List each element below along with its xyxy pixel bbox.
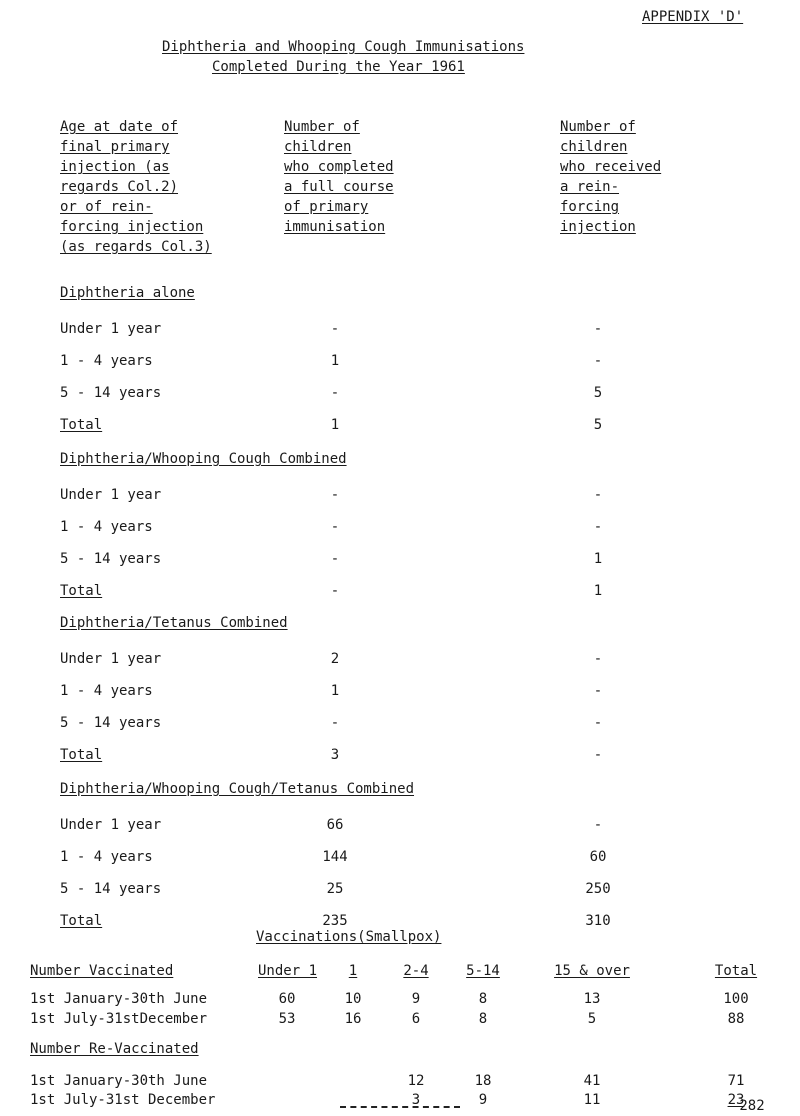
section-title: Diphtheria/Whooping Cough/Tetanus Combined [60,781,415,797]
reinforcing-value: - [593,519,603,535]
header-line: forcing injection [60,219,204,235]
cell-15-over: 41 [583,1073,601,1089]
row-label: Under 1 year [60,817,162,833]
primary-total: 1 [330,417,340,433]
row-label-total: Total [60,913,103,929]
section-title: Diphtheria/Whooping Cough Combined [60,451,347,467]
smallpox-col-under-1: Under 1 [258,963,318,979]
header-line: forcing [560,199,620,215]
primary-value: - [330,519,340,535]
header-line: who received [560,159,662,175]
reinforcing-value: 60 [589,849,607,865]
header-line: a full course [284,179,394,195]
cell-1: 16 [344,1011,362,1027]
period-label: 1st January-30th June [30,1073,208,1089]
section-title: Diphtheria alone [60,285,195,301]
period-label: 1st July-31st December [30,1092,216,1108]
cell-total: 23 [727,1092,745,1108]
cell-15-over: 11 [583,1092,601,1108]
header-line: Number of [560,119,636,135]
cell-5-14: 9 [478,1092,488,1108]
header-line: immunisation [284,219,386,235]
cell-5-14: 18 [474,1073,492,1089]
smallpox-col-1: 1 [348,963,358,979]
primary-value: 25 [326,881,344,897]
primary-value: 144 [322,849,348,865]
cell-total: 88 [727,1011,745,1027]
reinforcing-value: 250 [585,881,611,897]
row-label: 1 - 4 years [60,683,153,699]
row-label: Under 1 year [60,651,162,667]
smallpox-col-15-over: 15 & over [554,963,630,979]
primary-value: - [330,385,340,401]
cell-under-1: 60 [278,991,296,1007]
reinforcing-value: - [593,715,603,731]
primary-total: 235 [322,913,348,929]
smallpox-title: Vaccinations(Smallpox) [256,929,442,945]
primary-value: 1 [330,353,340,369]
cell-5-14: 8 [478,991,488,1007]
primary-value: - [330,551,340,567]
reinforcing-value: 1 [593,551,603,567]
primary-value: 1 [330,683,340,699]
reinforcing-value: - [593,651,603,667]
header-line: a rein- [560,179,620,195]
cell-2-4: 3 [411,1092,421,1108]
header-line: injection (as [60,159,170,175]
primary-value: 66 [326,817,344,833]
reinforcing-total: 310 [585,913,611,929]
header-line: or of rein- [60,199,153,215]
row-label: 5 - 14 years [60,715,162,731]
cell-15-over: 13 [583,991,601,1007]
row-label: 1 - 4 years [60,849,153,865]
row-label-total: Total [60,583,103,599]
reinforcing-value: - [593,817,603,833]
smallpox-col-5-14: 5-14 [466,963,500,979]
primary-value: - [330,487,340,503]
reinforcing-value: - [593,487,603,503]
cell-total: 100 [723,991,749,1007]
reinforcing-total: 1 [593,583,603,599]
reinforcing-value: - [593,321,603,337]
row-label: 5 - 14 years [60,881,162,897]
bottom-divider [340,1106,460,1108]
smallpox-col-2-4: 2-4 [403,963,429,979]
header-line: Age at date of [60,119,179,135]
cell-5-14: 8 [478,1011,488,1027]
smallpox-col-number-vaccinated: Number Vaccinated [30,963,174,979]
grand-total: 282 [739,1098,765,1114]
header-line: who completed [284,159,394,175]
cell-2-4: 9 [411,991,421,1007]
row-label: 1 - 4 years [60,519,153,535]
cell-15-over: 5 [587,1011,597,1027]
reinforcing-value: 5 [593,385,603,401]
cell-2-4: 6 [411,1011,421,1027]
document-subtitle: Completed During the Year 1961 [212,59,465,75]
primary-value: - [330,321,340,337]
primary-total: 3 [330,747,340,763]
revaccinated-title: Number Re-Vaccinated [30,1041,199,1057]
row-label: 5 - 14 years [60,551,162,567]
period-label: 1st July-31stDecember [30,1011,208,1027]
primary-total: - [330,583,340,599]
row-label: 1 - 4 years [60,353,153,369]
header-line: of primary [284,199,369,215]
header-line: final primary [60,139,170,155]
document-title: Diphtheria and Whooping Cough Immunisations [162,39,525,55]
row-label-total: Total [60,417,103,433]
appendix-label: APPENDIX 'D' [642,9,744,25]
row-label: Under 1 year [60,487,162,503]
row-label-total: Total [60,747,103,763]
section-title: Diphtheria/Tetanus Combined [60,615,288,631]
header-line: Number of [284,119,360,135]
header-line: injection [560,219,636,235]
header-line: children [284,139,352,155]
reinforcing-total: 5 [593,417,603,433]
smallpox-col-total: Total [714,963,758,979]
primary-value: - [330,715,340,731]
header-line: children [560,139,628,155]
header-line: (as regards Col.3) [60,239,212,255]
period-label: 1st January-30th June [30,991,208,1007]
header-line: regards Col.2) [60,179,179,195]
cell-under-1: 53 [278,1011,296,1027]
cell-1: 10 [344,991,362,1007]
reinforcing-total: - [593,747,603,763]
cell-2-4: 12 [407,1073,425,1089]
primary-value: 2 [330,651,340,667]
row-label: 5 - 14 years [60,385,162,401]
reinforcing-value: - [593,683,603,699]
reinforcing-value: - [593,353,603,369]
row-label: Under 1 year [60,321,162,337]
cell-total: 71 [727,1073,745,1089]
